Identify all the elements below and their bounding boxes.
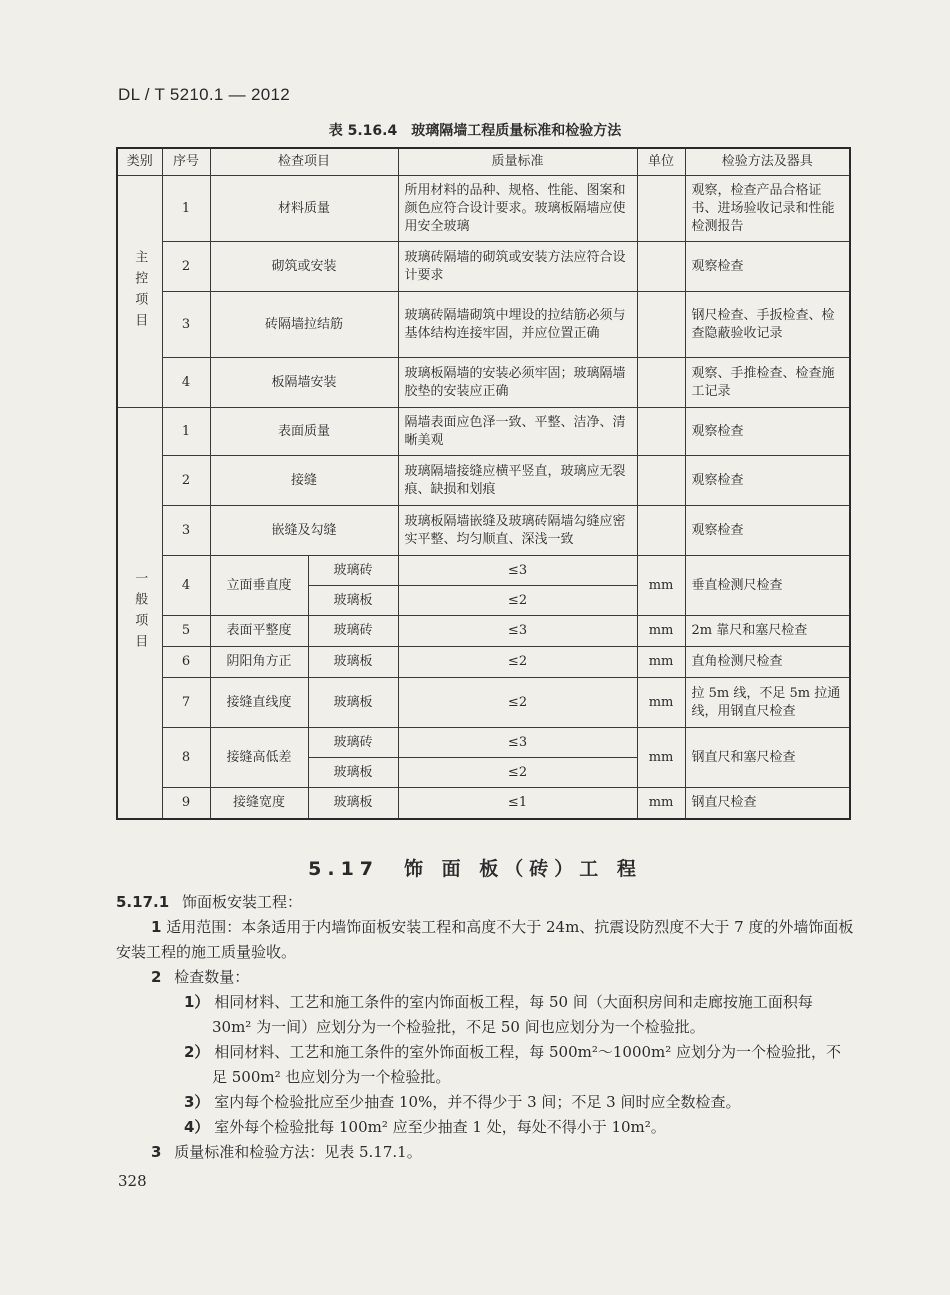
row-number: 3 (162, 506, 210, 556)
item-2-text: 检查数量： (174, 968, 250, 986)
item-2 (116, 965, 856, 990)
check-item: 砌筑或安装 (210, 242, 398, 292)
sub-item: 玻璃砖 (308, 616, 398, 647)
quality-standard: ≤3 (398, 728, 637, 758)
check-method: 观察检查 (685, 506, 850, 556)
quality-standard: 隔墙表面应色泽一致、平整、洁净、清晰美观 (398, 408, 637, 456)
check-method: 钢直尺检查 (685, 788, 850, 819)
check-item: 立面垂直度 (210, 556, 308, 616)
row-number: 1 (162, 408, 210, 456)
unit (637, 242, 685, 292)
item-3-text: 质量标准和检验方法：见表 5.17.1。 (174, 1143, 422, 1161)
check-item: 接缝宽度 (210, 788, 308, 819)
quality-standard: 所用材料的品种、规格、性能、图案和颜色应符合设计要求。玻璃板隔墙应使用安全玻璃 (398, 176, 637, 242)
check-item: 接缝高低差 (210, 728, 308, 788)
unit (637, 456, 685, 506)
unit: mm (637, 728, 685, 788)
sub-item-1 (116, 990, 856, 1040)
table-row (117, 647, 850, 678)
table-row (117, 292, 850, 358)
unit: mm (637, 647, 685, 678)
check-method: 观察检查 (685, 456, 850, 506)
sub-item-3-text: 室内每个检验批应至少抽查 10%，并不得少于 3 间；不足 3 间时应全数检查。 (214, 1093, 741, 1111)
item-3-number: 3 (151, 1143, 162, 1161)
check-item: 表面质量 (210, 408, 398, 456)
check-method: 直角检测尺检查 (685, 647, 850, 678)
col-header-item: 检查项目 (210, 148, 398, 176)
sub-item: 玻璃板 (308, 678, 398, 728)
table-title: 表 5.16.4 玻璃隔墙工程质量标准和检验方法 (328, 123, 622, 139)
table-row (117, 556, 850, 586)
table-row (117, 176, 850, 242)
table-row (117, 358, 850, 408)
row-number: 6 (162, 647, 210, 678)
sub-item-1-number: 1） (184, 993, 210, 1011)
check-method: 2m 靠尺和塞尺检查 (685, 616, 850, 647)
check-method: 观察检查 (685, 242, 850, 292)
table-row (117, 408, 850, 456)
check-method: 钢尺检查、手扳检查、检查隐蔽验收记录 (685, 292, 850, 358)
row-number: 1 (162, 176, 210, 242)
quality-standard: 玻璃砖隔墙砌筑中埋设的拉结筋必须与基体结构连接牢固，并应位置正确 (398, 292, 637, 358)
check-method: 观察，检查产品合格证书、进场验收记录和性能检测报告 (685, 176, 850, 242)
sub-item-3-number: 3） (184, 1093, 210, 1111)
col-header-standard: 质量标准 (398, 148, 637, 176)
category-main-label: 主控项目 (132, 249, 148, 334)
table-row (117, 616, 850, 647)
row-number: 9 (162, 788, 210, 819)
item-1-number: 1 (151, 918, 162, 936)
category-general-label: 一般项目 (132, 570, 148, 655)
table-row (117, 728, 850, 758)
sub-item: 玻璃板 (308, 788, 398, 819)
col-header-number: 序号 (162, 148, 210, 176)
row-number: 4 (162, 556, 210, 616)
unit (637, 358, 685, 408)
sub-item: 玻璃砖 (308, 556, 398, 586)
check-item: 砖隔墙拉结筋 (210, 292, 398, 358)
check-method: 观察检查 (685, 408, 850, 456)
row-number: 3 (162, 292, 210, 358)
sub-item-4-text: 室外每个检验批每 100m² 应至少抽查 1 处，每处不得小于 10m²。 (214, 1118, 666, 1136)
sub-item: 玻璃砖 (308, 728, 398, 758)
quality-standard-table (116, 147, 851, 820)
row-number: 7 (162, 678, 210, 728)
table-row (117, 456, 850, 506)
quality-standard: ≤2 (398, 678, 637, 728)
check-item: 阴阳角方正 (210, 647, 308, 678)
check-method: 钢直尺和塞尺检查 (685, 728, 850, 788)
item-3 (116, 1140, 856, 1165)
unit (637, 408, 685, 456)
unit (637, 176, 685, 242)
row-number: 2 (162, 242, 210, 292)
table-row (117, 242, 850, 292)
sub-item: 玻璃板 (308, 586, 398, 616)
unit: mm (637, 556, 685, 616)
table-row (117, 678, 850, 728)
section-title: 5.17 饰 面 板（砖）工 程 (308, 858, 642, 880)
section-body (116, 890, 856, 1165)
quality-standard: ≤2 (398, 586, 637, 616)
sub-item-2 (116, 1040, 856, 1090)
quality-standard: ≤3 (398, 616, 637, 647)
check-item: 板隔墙安装 (210, 358, 398, 408)
check-method: 垂直检测尺检查 (685, 556, 850, 616)
quality-standard: 玻璃板隔墙的安装必须牢固；玻璃隔墙胶垫的安装应正确 (398, 358, 637, 408)
table-row (117, 506, 850, 556)
quality-standard: ≤3 (398, 556, 637, 586)
table-header-row (117, 148, 850, 176)
sub-item-4-number: 4） (184, 1118, 210, 1136)
standard-code: DL / T 5210.1 — 2012 (118, 85, 291, 104)
check-item: 嵌缝及勾缝 (210, 506, 398, 556)
check-method: 拉 5m 线，不足 5m 拉通线，用钢直尺检查 (685, 678, 850, 728)
table-row (117, 788, 850, 819)
check-item: 材料质量 (210, 176, 398, 242)
category-main (117, 176, 162, 408)
check-item: 接缝直线度 (210, 678, 308, 728)
clause-heading (116, 890, 856, 915)
unit: mm (637, 788, 685, 819)
sub-item: 玻璃板 (308, 647, 398, 678)
sub-item: 玻璃板 (308, 758, 398, 788)
clause-number: 5.17.1 (116, 893, 170, 911)
check-item: 接缝 (210, 456, 398, 506)
row-number: 5 (162, 616, 210, 647)
col-header-category: 类别 (117, 148, 162, 176)
check-method: 观察、手推检查、检查施工记录 (685, 358, 850, 408)
category-general (117, 408, 162, 819)
quality-standard: ≤1 (398, 788, 637, 819)
quality-standard: ≤2 (398, 758, 637, 788)
sub-item-2-number: 2） (184, 1043, 210, 1061)
quality-standard: ≤2 (398, 647, 637, 678)
unit (637, 292, 685, 358)
item-1-text: 适用范围：本条适用于内墙饰面板安装工程和高度不大于 24m、抗震设防烈度不大于 7 度的外墙饰面板安装工程的施工质量验收。 (116, 918, 854, 961)
item-2-number: 2 (151, 968, 162, 986)
check-item: 表面平整度 (210, 616, 308, 647)
unit (637, 506, 685, 556)
sub-item-3 (116, 1090, 856, 1115)
col-header-method: 检验方法及器具 (685, 148, 850, 176)
item-1 (116, 915, 856, 965)
quality-standard: 玻璃隔墙接缝应横平竖直，玻璃应无裂痕、缺损和划痕 (398, 456, 637, 506)
sub-item-4 (116, 1115, 856, 1140)
row-number: 2 (162, 456, 210, 506)
col-header-unit: 单位 (637, 148, 685, 176)
page-number: 328 (118, 1172, 147, 1190)
sub-item-2-text: 相同材料、工艺和施工条件的室外饰面板工程，每 500m²～1000m² 应划分为一个检验批，不足 500m² 也应划分为一个检验批。 (212, 1043, 842, 1086)
quality-standard: 玻璃砖隔墙的砌筑或安装方法应符合设计要求 (398, 242, 637, 292)
sub-item-1-text: 相同材料、工艺和施工条件的室内饰面板工程，每 50 间（大面积房间和走廊按施工面积每 30m² 为一间）应划分为一个检验批，不足 50 间也应划分为一个检验批。 (212, 993, 813, 1036)
row-number: 4 (162, 358, 210, 408)
quality-standard: 玻璃板隔墙嵌缝及玻璃砖隔墙勾缝应密实平整、均匀顺直、深浅一致 (398, 506, 637, 556)
clause-title: 饰面板安装工程： (181, 893, 302, 911)
unit: mm (637, 616, 685, 647)
unit: mm (637, 678, 685, 728)
row-number: 8 (162, 728, 210, 788)
